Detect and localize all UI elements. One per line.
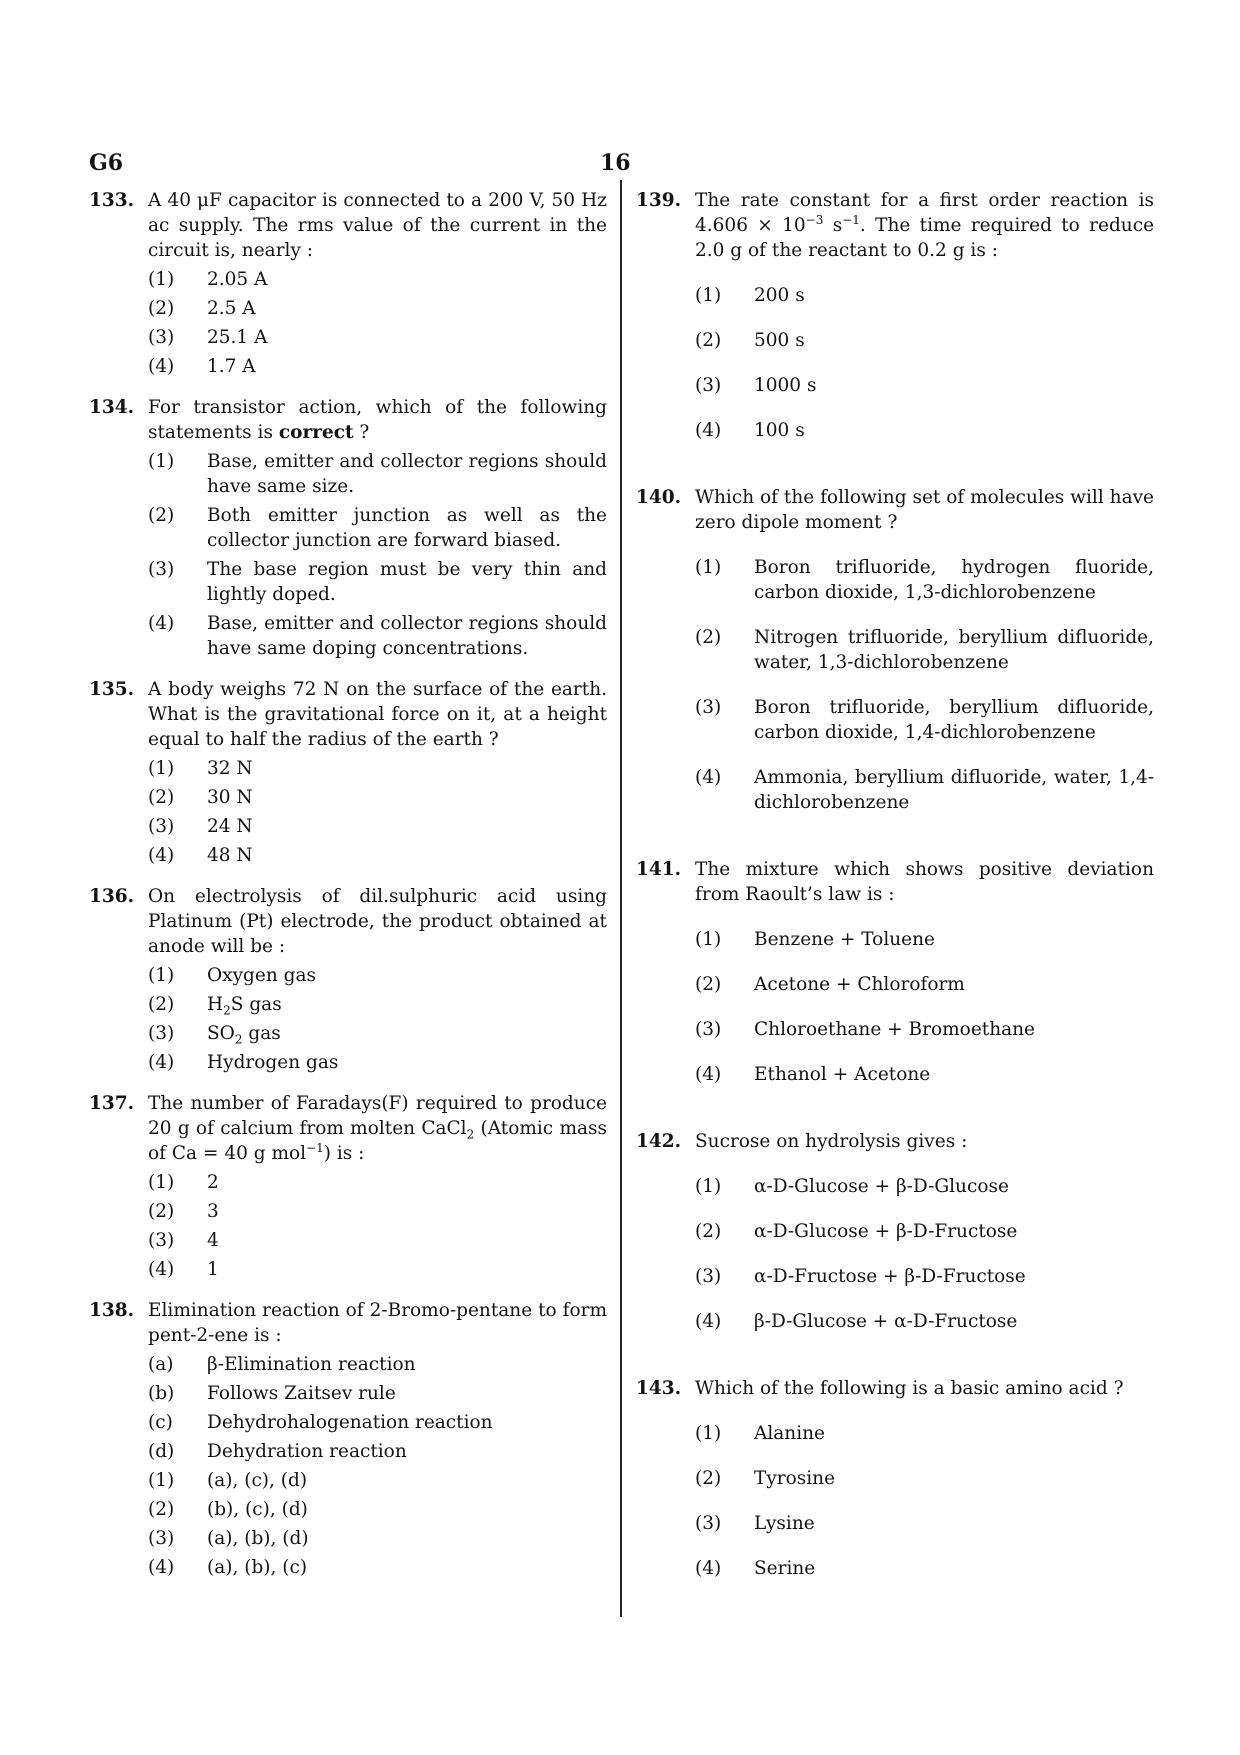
page-number: 16 xyxy=(600,150,631,176)
option-text: α-D-Glucose + β-D-Fructose xyxy=(754,1221,1018,1242)
option-text: Dehydration reaction xyxy=(207,1441,407,1462)
question-number: 135. xyxy=(89,679,135,700)
answer-option xyxy=(695,1017,1154,1042)
right-column xyxy=(636,188,1154,1623)
answer-option xyxy=(148,992,607,1017)
option-label: (4) xyxy=(695,1064,722,1085)
option-text: 32 N xyxy=(207,758,253,779)
question-number: 139. xyxy=(636,190,682,211)
option-text: (a), (b), (d) xyxy=(207,1528,309,1549)
option-text: Acetone + Chloroform xyxy=(754,974,965,995)
question-text: Which of the following set of molecules will have zero dipole moment ? xyxy=(695,487,1154,533)
question-141 xyxy=(636,857,1154,1087)
question-135 xyxy=(89,677,607,868)
option-label: (1) xyxy=(148,758,175,779)
option-label: (3) xyxy=(695,1513,722,1534)
option-text: (b), (c), (d) xyxy=(207,1499,308,1520)
answer-option xyxy=(148,756,607,781)
answer-option xyxy=(148,1199,607,1224)
option-text: Alanine xyxy=(754,1423,826,1444)
option-text: Ethanol + Acetone xyxy=(754,1064,931,1085)
answer-option xyxy=(148,1468,607,1493)
option-label: (3) xyxy=(148,327,175,348)
question-number: 140. xyxy=(636,487,682,508)
answer-option xyxy=(695,1421,1154,1446)
option-label: (1) xyxy=(148,1172,175,1193)
option-text: 2 xyxy=(207,1172,219,1193)
answer-option xyxy=(695,972,1154,997)
option-label: (4) xyxy=(148,845,175,866)
answer-option xyxy=(695,1556,1154,1581)
option-text: 200 s xyxy=(754,285,805,306)
answer-option xyxy=(695,765,1154,815)
question-text: Elimination reaction of 2-Bromo-pentane to form pent-2-ene is : xyxy=(148,1300,607,1346)
option-text: 2.05 A xyxy=(207,269,268,290)
answer-option xyxy=(148,1352,607,1377)
option-label: (4) xyxy=(695,767,722,788)
option-text: Follows Zaitsev rule xyxy=(207,1383,396,1404)
option-label: (2) xyxy=(695,330,722,351)
option-label: (3) xyxy=(695,697,722,718)
option-label: (3) xyxy=(695,375,722,396)
question-number: 133. xyxy=(89,190,135,211)
option-text: Both emitter junction as well as the collector junction are forward biased. xyxy=(207,505,607,551)
option-label: (3) xyxy=(695,1266,722,1287)
left-column xyxy=(89,188,607,1596)
answer-option xyxy=(695,418,1154,443)
option-text: The base region must be very thin and lightly doped. xyxy=(207,559,607,605)
option-text: 3 xyxy=(207,1201,219,1222)
option-label: (4) xyxy=(695,1311,722,1332)
option-text: β-D-Glucose + α-D-Fructose xyxy=(754,1311,1018,1332)
question-text: The mixture which shows positive deviation from Raoult’s law is : xyxy=(695,859,1154,905)
option-text: Nitrogen trifluoride, beryllium difluoride, water, 1,3-dichlorobenzene xyxy=(754,627,1154,673)
question-136 xyxy=(89,884,607,1075)
question-text: A body weighs 72 N on the surface of the earth. What is the gravitational force on it, at a height equal to half the radius of the earth ? xyxy=(148,679,607,750)
answer-option xyxy=(148,557,607,607)
question-text: The number of Faradays(F) required to produce 20 g of calcium from molten CaCl$_2$ (Atomic mass of Ca = 40 g mol$^{-1}$) is : xyxy=(148,1093,608,1164)
answer-option xyxy=(695,373,1154,398)
option-label: (1) xyxy=(148,269,175,290)
option-label: (1) xyxy=(695,557,722,578)
option-text: Base, emitter and collector regions should have same doping concentrations. xyxy=(207,613,607,659)
answer-option xyxy=(148,1228,607,1253)
answer-option xyxy=(148,449,607,499)
option-label: (1) xyxy=(148,965,175,986)
question-text: For transistor action, which of the following statements is correct ? xyxy=(148,397,607,443)
question-text: Which of the following is a basic amino acid ? xyxy=(695,1378,1124,1399)
answer-option xyxy=(695,1466,1154,1491)
option-text: Boron trifluoride, beryllium difluoride, carbon dioxide, 1,4-dichlorobenzene xyxy=(754,697,1154,743)
answer-option xyxy=(695,1062,1154,1087)
option-text: 25.1 A xyxy=(207,327,268,348)
option-text: Boron trifluoride, hydrogen fluoride, carbon dioxide, 1,3-dichlorobenzene xyxy=(754,557,1154,603)
answer-option xyxy=(695,328,1154,353)
option-label: (4) xyxy=(695,420,722,441)
option-text: Benzene + Toluene xyxy=(754,929,935,950)
option-label: (3) xyxy=(148,1023,175,1044)
answer-option xyxy=(148,1439,607,1464)
answer-option xyxy=(148,503,607,553)
option-text: 4 xyxy=(207,1230,219,1251)
option-label: (c) xyxy=(148,1412,173,1433)
answer-option xyxy=(148,1410,607,1435)
option-label: (2) xyxy=(695,627,722,648)
question-text: A 40 μF capacitor is connected to a 200 V, 50 Hz ac supply. The rms value of the current in the circuit is, nearly : xyxy=(148,190,607,261)
option-label: (1) xyxy=(695,1423,722,1444)
question-143 xyxy=(636,1376,1154,1581)
option-label: (4) xyxy=(148,356,175,377)
option-text: (a), (b), (c) xyxy=(207,1557,308,1578)
answer-option xyxy=(148,611,607,661)
answer-option xyxy=(148,843,607,868)
option-label: (4) xyxy=(148,613,175,634)
option-text: 1000 s xyxy=(754,375,817,396)
answer-option xyxy=(695,1511,1154,1536)
option-label: (3) xyxy=(695,1019,722,1040)
option-label: (4) xyxy=(148,1557,175,1578)
option-text: 48 N xyxy=(207,845,253,866)
option-text: 2.5 A xyxy=(207,298,256,319)
option-text: β-Elimination reaction xyxy=(207,1354,416,1375)
answer-option xyxy=(695,1309,1154,1334)
option-label: (2) xyxy=(148,505,175,526)
option-text: $H_2S$ gas xyxy=(207,994,282,1018)
answer-option xyxy=(148,1170,607,1195)
answer-option xyxy=(148,267,607,292)
option-text: Chloroethane + Bromoethane xyxy=(754,1019,1036,1040)
question-text: On electrolysis of dil.sulphuric acid using Platinum (Pt) electrode, the product obtained at anode will be : xyxy=(148,886,607,957)
option-label: (1) xyxy=(148,1470,175,1491)
option-text: (a), (c), (d) xyxy=(207,1470,308,1491)
option-label: (2) xyxy=(148,298,175,319)
answer-option xyxy=(695,283,1154,308)
answer-option xyxy=(148,325,607,350)
option-text: 30 N xyxy=(207,787,253,808)
answer-option xyxy=(695,555,1154,605)
option-text: Oxygen gas xyxy=(207,965,317,986)
answer-option xyxy=(148,1497,607,1522)
option-label: (1) xyxy=(148,451,175,472)
question-138 xyxy=(89,1298,607,1580)
option-text: Lysine xyxy=(754,1513,815,1534)
option-label: (d) xyxy=(148,1441,175,1462)
answer-option xyxy=(148,1257,607,1282)
question-number: 137. xyxy=(89,1093,135,1114)
answer-option xyxy=(148,963,607,988)
option-label: (2) xyxy=(148,1201,175,1222)
option-label: (2) xyxy=(695,1221,722,1242)
question-text: Sucrose on hydrolysis gives : xyxy=(695,1131,968,1152)
option-text: 100 s xyxy=(754,420,805,441)
answer-option xyxy=(148,1526,607,1551)
question-137 xyxy=(89,1091,607,1282)
option-label: (1) xyxy=(695,929,722,950)
question-142 xyxy=(636,1129,1154,1334)
option-label: (4) xyxy=(695,1558,722,1579)
answer-option xyxy=(148,1021,607,1046)
answer-option xyxy=(695,1219,1154,1244)
answer-option xyxy=(695,1264,1154,1289)
answer-option xyxy=(148,296,607,321)
option-text: Base, emitter and collector regions should have same size. xyxy=(207,451,607,497)
option-label: (3) xyxy=(148,1528,175,1549)
question-text: The rate constant for a first order reaction is $4.606 \times 10^{-3}$ $s^{-1}$. The time required to reduce 2.0 g of the reactant to 0.2 g is : xyxy=(695,190,1155,261)
option-label: (2) xyxy=(695,1468,722,1489)
question-number: 134. xyxy=(89,397,135,418)
option-text: 1 xyxy=(207,1259,219,1280)
option-text: 1.7 A xyxy=(207,356,256,377)
option-label: (2) xyxy=(148,787,175,808)
answer-option xyxy=(695,695,1154,745)
answer-option xyxy=(148,785,607,810)
option-text: Dehydrohalogenation reaction xyxy=(207,1412,493,1433)
answer-option xyxy=(695,927,1154,952)
answer-option xyxy=(148,1555,607,1580)
option-label: (2) xyxy=(695,974,722,995)
option-text: Hydrogen gas xyxy=(207,1052,339,1073)
answer-option xyxy=(148,1050,607,1075)
question-number: 142. xyxy=(636,1131,682,1152)
answer-option xyxy=(148,354,607,379)
answer-option xyxy=(695,625,1154,675)
option-text: α-D-Fructose + β-D-Fructose xyxy=(754,1266,1026,1287)
option-label: (2) xyxy=(148,994,175,1015)
question-134 xyxy=(89,395,607,661)
option-label: (b) xyxy=(148,1383,175,1404)
option-label: (a) xyxy=(148,1354,174,1375)
question-139 xyxy=(636,188,1154,443)
question-number: 136. xyxy=(89,886,135,907)
option-label: (3) xyxy=(148,816,175,837)
column-divider xyxy=(620,180,622,1617)
option-label: (4) xyxy=(148,1052,175,1073)
option-text: 24 N xyxy=(207,816,253,837)
option-text: Tyrosine xyxy=(754,1468,836,1489)
question-number: 141. xyxy=(636,859,682,880)
option-label: (3) xyxy=(148,559,175,580)
answer-option xyxy=(695,1174,1154,1199)
option-label: (1) xyxy=(695,285,722,306)
answer-option xyxy=(148,1381,607,1406)
option-text: α-D-Glucose + β-D-Glucose xyxy=(754,1176,1009,1197)
option-label: (1) xyxy=(695,1176,722,1197)
question-133 xyxy=(89,188,607,379)
option-label: (3) xyxy=(148,1230,175,1251)
option-text: Serine xyxy=(754,1558,816,1579)
question-140 xyxy=(636,485,1154,815)
answer-option xyxy=(148,814,607,839)
question-number: 143. xyxy=(636,1378,682,1399)
option-label: (4) xyxy=(148,1259,175,1280)
paper-code: G6 xyxy=(89,150,124,176)
option-text: 500 s xyxy=(754,330,805,351)
option-text: $SO_2$ gas xyxy=(207,1023,281,1047)
option-label: (2) xyxy=(148,1499,175,1520)
question-number: 138. xyxy=(89,1300,135,1321)
option-text: Ammonia, beryllium difluoride, water, 1,4-dichlorobenzene xyxy=(754,767,1154,813)
